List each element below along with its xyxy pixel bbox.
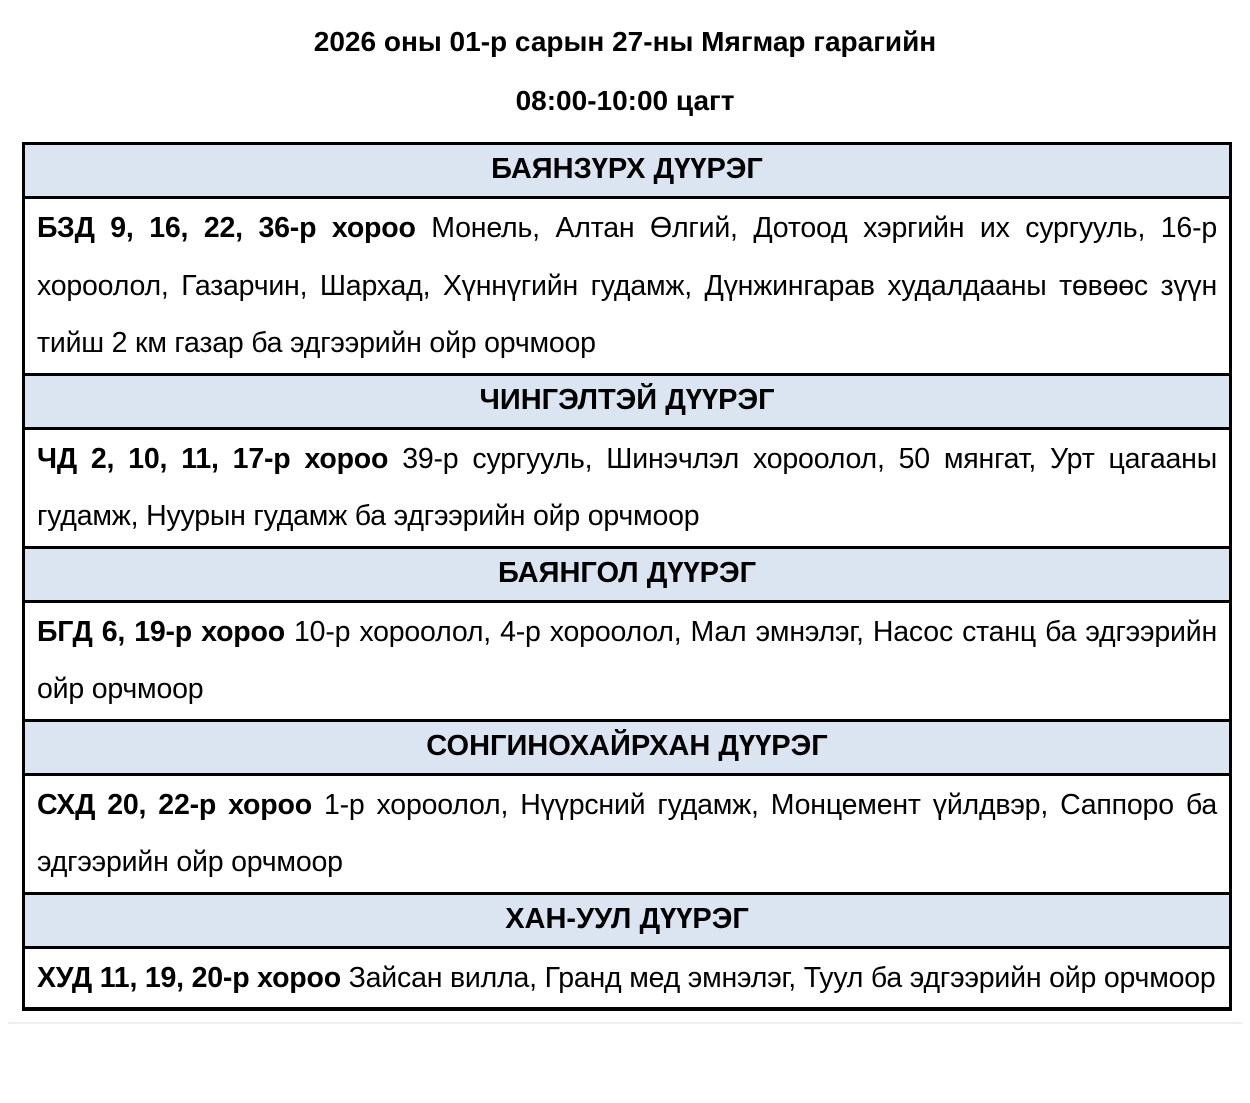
district-header-bayanzurkh: БАЯНЗҮРХ ДҮҮРЭГ	[24, 144, 1231, 198]
district-header-songinokhairkhan: СОНГИНОХАЙРХАН ДҮҮРЭГ	[24, 720, 1231, 774]
district-header-row	[24, 547, 1231, 601]
area-details: 1-р хороолол, Нүүрсний гудамж, Монцемент үйлдвэр, Саппоро ба эдгээрийн ойр орчмоор	[37, 788, 1217, 878]
area-details: 10-р хороолол, 4-р хороолол, Мал эмнэлэг, Насос станц ба эдгээрийн ойр орчмоор	[37, 615, 1217, 705]
district-detail-khan-uul	[24, 947, 1231, 1009]
district-header-row	[24, 893, 1231, 947]
schedule-date-title: 2026 оны 01-р сарын 27-ны Мягмар гарагийн	[313, 26, 937, 57]
area-details: 39-р сургууль, Шинэчлэл хороолол, 50 мянгат, Урт цагааны гудамж, Нуурын гудамж ба эдгээрийн ойр орчмоор	[37, 442, 1218, 532]
khoroo-label: СХД 20, 22-р хороо	[37, 788, 312, 821]
district-detail-chingeltei	[24, 428, 1231, 547]
district-header-bayangol: БАЯНГОЛ ДҮҮРЭГ	[24, 547, 1231, 601]
district-header-chingeltei: ЧИНГЭЛТЭЙ ДҮҮРЭГ	[24, 374, 1231, 428]
district-header-row	[24, 144, 1231, 198]
schedule-time-title: 08:00-10:00 цагт	[515, 85, 735, 116]
district-detail-row	[24, 774, 1231, 893]
khoroo-label: БГД 6, 19-р хороо	[37, 615, 285, 648]
district-detail-bayangol	[24, 601, 1231, 720]
khoroo-label: ЧД 2, 10, 11, 17-р хороо	[37, 442, 389, 475]
table-shadow-line	[8, 1022, 1242, 1024]
district-detail-row	[24, 428, 1231, 547]
district-detail-row	[24, 947, 1231, 1009]
district-header-khan-uul: ХАН-УУЛ ДҮҮРЭГ	[24, 893, 1231, 947]
khoroo-label: ХУД 11, 19, 20-р хороо	[37, 961, 341, 994]
district-detail-bayanzurkh	[24, 198, 1231, 375]
area-details: Зайсан вилла, Гранд мед эмнэлэг, Туул ба эдгээрийн ойр орчмоор	[348, 961, 1216, 994]
outage-schedule-table	[22, 142, 1232, 1011]
area-details: Монель, Алтан Өлгий, Дотоод хэргийн их сургууль, 16-р хороолол, Газарчин, Шархад, Хүннүгийн гудамж, Дүнжингарав худалдааны төвөөс зүүн тийш 2 км газар ба эдгээрийн ойр орчмоор	[37, 212, 1218, 359]
district-header-row	[24, 720, 1231, 774]
district-detail-row	[24, 601, 1231, 720]
khoroo-label: БЗД 9, 16, 22, 36-р хороо	[37, 212, 416, 244]
district-detail-songinokhairkhan	[24, 774, 1231, 893]
district-header-row	[24, 374, 1231, 428]
district-detail-row	[24, 198, 1231, 375]
